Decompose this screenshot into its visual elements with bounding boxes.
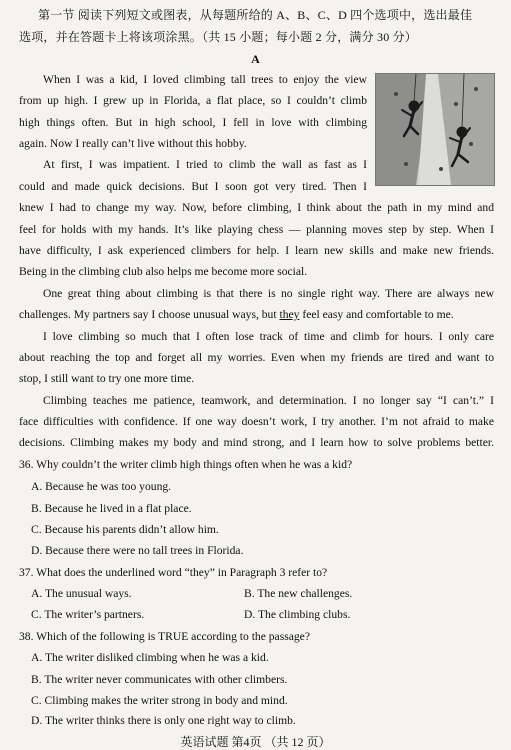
question-37-stem: 37. What does the underlined word “they” in Paragraph 3 refer to?: [19, 566, 328, 579]
passage-line: Being in the climbing club also helps me become more social.: [19, 265, 308, 278]
passage-line: stop, I still want to try one more time.: [19, 372, 195, 385]
page-footer: 英语试题 第4页 （共 12 页）: [180, 735, 331, 749]
passage-line: face difficulties with confidence. If one way doesn’t work, I try another. I’m not afraid to make: [19, 415, 494, 428]
instructions-line-2: 选项，并在答题卡上将该项涂黑。（共 15 小题；每小题 2 分，满分 30 分）: [19, 30, 418, 44]
passage-line: have difficulty, I ask experienced climbers for help. I learn new skills and make new friends.: [19, 244, 494, 257]
question-36-option-d[interactable]: D. Because there were no tall trees in Florida.: [31, 544, 244, 557]
question-38-option-b[interactable]: B. The writer never communicates with other climbers.: [31, 673, 288, 686]
instructions-line-1: 第一节 阅读下列短文或图表，从每题所给的 A、B、C、D 四个选项中，选出最佳: [38, 8, 473, 22]
question-36-stem: 36. Why couldn’t the writer climb high things often when he was a kid?: [19, 458, 353, 471]
passage-line: knew I had to change my way. Now, before climbing, I think about the path in my mind and: [19, 201, 494, 214]
passage-line: At first, I was impatient. I tried to climb the wall as fast as I: [43, 158, 367, 171]
question-37-option-d[interactable]: D. The climbing clubs.: [244, 608, 351, 621]
question-38-option-d[interactable]: D. The writer thinks there is only one right way to climb.: [31, 714, 296, 727]
question-36-option-c[interactable]: C. Because his parents didn’t allow him.: [31, 523, 219, 536]
question-36-option-b[interactable]: B. Because he lived in a flat place.: [31, 502, 192, 515]
question-37-option-a[interactable]: A. The unusual ways.: [31, 587, 132, 600]
passage-line: When I was a kid, I loved climbing tall trees to enjoy the view: [43, 73, 367, 86]
passage-line: I love climbing so much that I often lose track of time and climb for hours. I only care: [43, 330, 494, 343]
underlined-word-they: they: [279, 308, 300, 321]
passage-line: again. Now I really can’t live without this hobby.: [19, 137, 247, 150]
passage-text: feel easy and comfortable to me.: [299, 308, 454, 321]
question-37-option-b[interactable]: B. The new challenges.: [244, 587, 353, 600]
passage-line: feel for holds with my hands. It’s like playing chess — planning moves step by step. When I: [19, 223, 494, 236]
question-38-stem: 38. Which of the following is TRUE according to the passage?: [19, 630, 310, 643]
passage-line-with-underline: [19, 308, 454, 322]
rock-climbers-photo: [375, 73, 495, 186]
passage-line: high things often. But in high school, I fell in love with climbing: [19, 116, 367, 129]
question-36-option-a[interactable]: A. Because he was too young.: [31, 480, 172, 493]
passage-text: challenges. My partners say I choose unusual ways, but: [19, 308, 277, 321]
question-38-option-c[interactable]: C. Climbing makes the writer strong in body and mind.: [31, 694, 288, 707]
question-38-option-a[interactable]: A. The writer disliked climbing when he was a kid.: [31, 651, 269, 664]
passage-line: about reaching the top and forget all my worries. Even when my friends are tired and want to: [19, 351, 494, 364]
passage-line: decisions. Climbing makes my body and mind strong, and I learn how to solve problems better.: [19, 436, 494, 449]
passage-line: One great thing about climbing is that there is no single right way. There are always new: [43, 287, 494, 300]
section-title: A: [251, 52, 260, 66]
passage-line: could and made quick decisions. But I soon got very tired. Then I: [19, 180, 367, 193]
passage-line: from up high. I grew up in Florida, a flat place, so I couldn’t climb: [19, 94, 367, 107]
climbers-illustration: [376, 74, 494, 185]
question-37-option-c[interactable]: C. The writer’s partners.: [31, 608, 145, 621]
passage-line: Climbing teaches me patience, teamwork, and determination. I no longer say “I can’t.” I: [43, 394, 494, 407]
